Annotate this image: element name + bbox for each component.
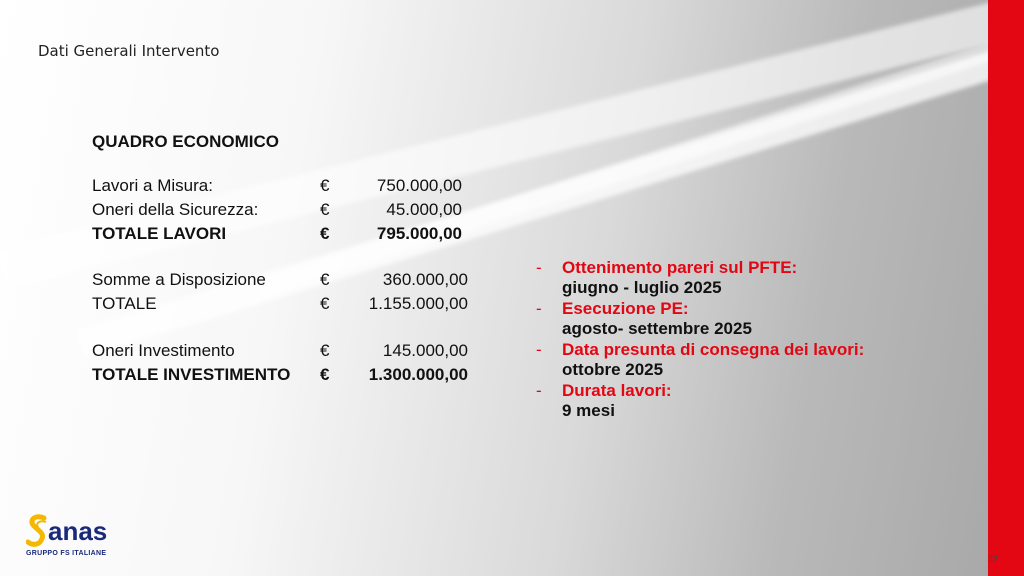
logo-subtitle: GRUPPO FS ITALIANE: [26, 550, 107, 557]
bullet-dash: -: [536, 258, 542, 277]
timeline-item: [536, 381, 956, 421]
qe-row-amount: 360.000,00: [382, 270, 468, 289]
timeline-item: [536, 299, 956, 339]
qe-row-label: TOTALE LAVORI: [92, 224, 227, 243]
anas-logo: [26, 514, 146, 564]
logo-wordmark: anas: [48, 516, 108, 546]
anas-s-icon: [26, 514, 50, 550]
slide-title: Dati Generali Intervento: [38, 42, 220, 60]
qe-row-amount: 145.000,00: [382, 341, 468, 360]
qe-row-label: Oneri della Sicurezza:: [92, 200, 259, 219]
qe-row-amount: 750.000,00: [376, 176, 462, 195]
timeline-list: [536, 258, 956, 422]
qe-row-currency: €: [320, 176, 330, 195]
qe-row-currency: €: [320, 341, 330, 360]
timeline-heading: Durata lavori:: [562, 381, 672, 400]
qe-row-label: Lavori a Misura:: [92, 176, 213, 195]
red-side-bar: [988, 0, 1024, 576]
timeline-heading: Ottenimento pareri sul PFTE:: [562, 258, 798, 277]
qe-row-label: Somme a Disposizione: [92, 270, 266, 289]
qe-row-label: TOTALE INVESTIMENTO: [92, 365, 291, 384]
qe-row-currency: €: [320, 270, 330, 289]
timeline-heading: Esecuzione PE:: [562, 299, 689, 318]
bullet-dash: -: [536, 340, 542, 359]
qe-row-currency: €: [320, 365, 330, 384]
qe-row-currency: €: [320, 224, 330, 243]
bullet-dash: -: [536, 299, 542, 318]
timeline-heading: Data presunta di consegna dei lavori:: [562, 340, 865, 359]
qe-row-label: Oneri Investimento: [92, 341, 235, 360]
timeline-item: [536, 340, 956, 380]
timeline-value: ottobre 2025: [562, 360, 664, 379]
timeline-item: [536, 258, 956, 298]
qe-row-label: TOTALE: [92, 294, 157, 313]
qe-row-amount: 1.155.000,00: [368, 294, 468, 313]
quadro-economico-title: QUADRO ECONOMICO: [92, 132, 279, 151]
page-number: 22: [987, 554, 998, 564]
bullet-dash: -: [536, 381, 542, 400]
timeline-value: giugno - luglio 2025: [562, 278, 722, 297]
timeline-value: agosto- settembre 2025: [562, 319, 752, 338]
qe-row-currency: €: [320, 200, 330, 219]
qe-row-amount: 45.000,00: [386, 200, 462, 219]
timeline-value: 9 mesi: [562, 401, 615, 420]
qe-row-currency: €: [320, 294, 330, 313]
qe-row-amount: 795.000,00: [376, 224, 462, 243]
qe-row-amount: 1.300.000,00: [368, 365, 468, 384]
